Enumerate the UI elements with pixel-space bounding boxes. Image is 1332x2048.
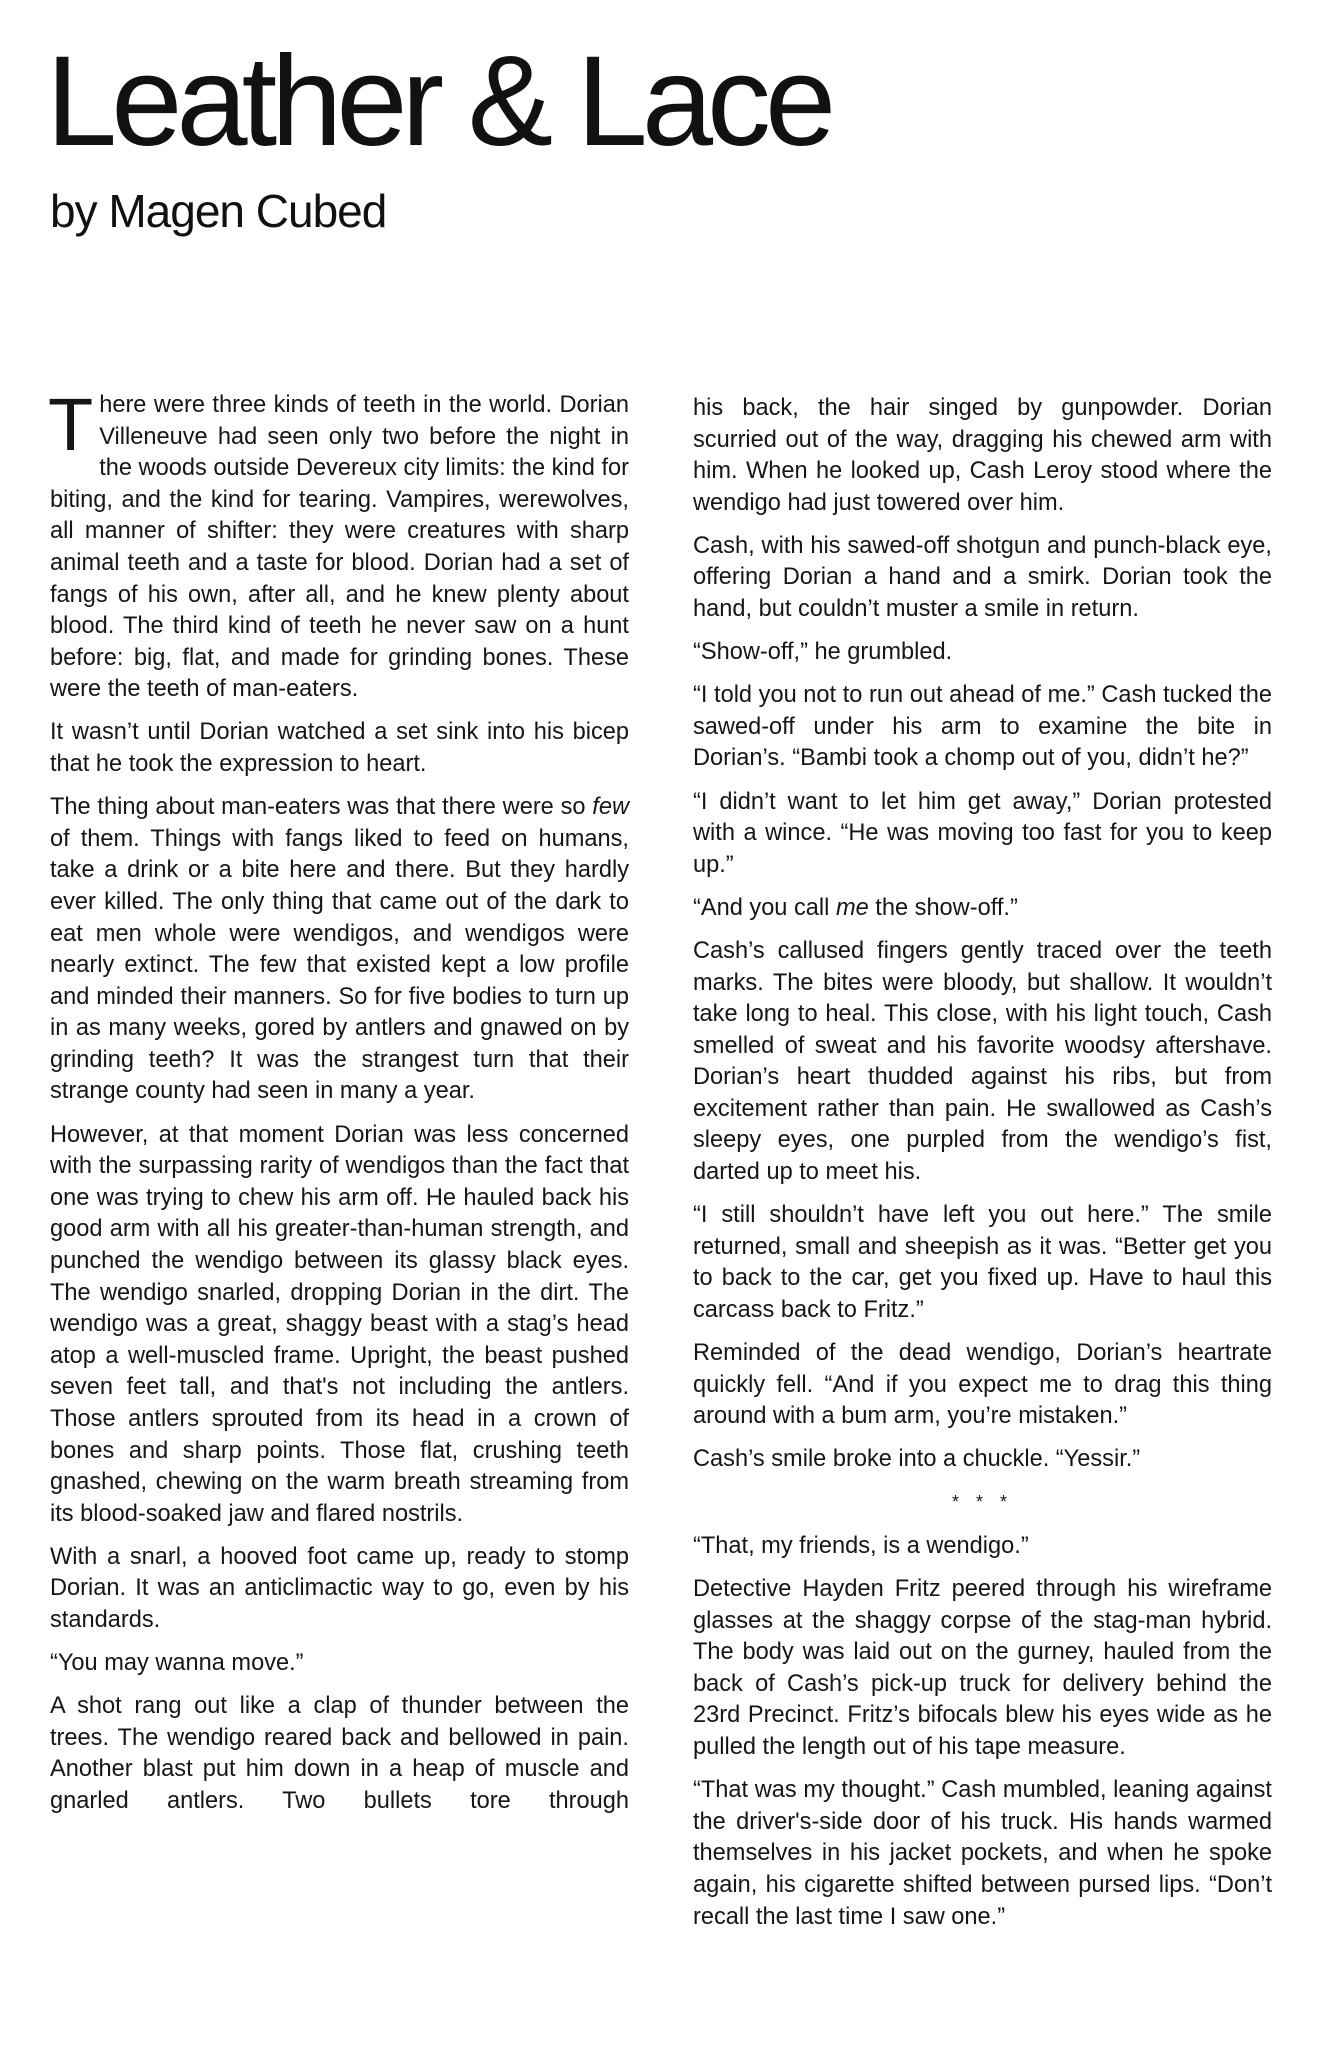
paragraph: It wasn’t until Dorian watched a set sink into his bicep that he took the expression to heart.	[50, 719, 629, 778]
paragraph: Cash’s smile broke into a chuckle. “Yessir.”	[693, 1446, 1141, 1473]
story-title: Leather & Lace	[46, 30, 831, 173]
paragraph: “That, my friends, is a wendigo.”	[693, 1533, 1029, 1559]
emphasis-text: few	[592, 794, 629, 821]
paragraph: Reminded of the dead wendigo, Dorian’s heartrate quickly fell. “And if you expect me to drag this thing around with a bum arm, you’re mistaken.”	[693, 1340, 1272, 1430]
paragraph: “I didn’t want to let him get away,” Dorian protested with a wince. “He was moving too fast for you to keep up.”	[693, 788, 1272, 878]
paragraph: A shot rang out like a clap of thunder between the trees. The wendigo reared back and bellowed in pain. Another blast put him down in a heap of muscle and gnarled antlers. Two bullets tore through	[50, 1693, 629, 1814]
paragraph-text: “And you call	[693, 894, 836, 921]
emphasis-text: me	[835, 894, 869, 921]
paragraph	[48, 383, 629, 706]
paragraph-text: the show-off.”	[868, 894, 1018, 921]
paragraph: Cash’s callused fingers gently traced over the teeth marks. The bites were bloody, but shallow. It wouldn’t take long to heal. This close, with his light touch, Cash smelled of sweat and his favorite woodsy aftershave. Dorian’s heart thudded against his ribs, but from excitement rather than pain. He swallowed as Cash’s sleepy eyes, one purpled from the wendigo’s fist, darted up to meet his.	[693, 937, 1272, 1186]
paragraph	[50, 792, 629, 1108]
paragraph: “I told you not to run out ahead of me.” Cash tucked the sawed-off under his arm to examine the bite in Dorian’s. “Bambi took a chomp out of you, didn’t he?”	[693, 682, 1272, 772]
left-column	[48, 383, 629, 1818]
paragraph-text: here were three kinds of teeth in the world. Dorian Villeneuve had seen only two before the night in the woods outside Devereux city limits: the kind for biting, and the kind for tearing. Vampires, werewolves, all manner of shifter: they were creatures with sharp animal teeth and a taste for blood. Dorian had a set of fangs of his own, after all, and he knew plenty about blood. The third kind of teeth he never saw on a hunt before: big, flat, and made for grinding bones. These were the teeth of man-eaters.	[50, 392, 629, 703]
drop-cap: T	[48, 383, 94, 466]
paragraph: “I still shouldn’t have left you out here.” The smile returned, small and sheepish as it was. “Better get you to back to the car, get you fixed up. Have to haul this carcass back to Fritz.”	[693, 1202, 1272, 1323]
paragraph: However, at that moment Dorian was less concerned with the surpassing rarity of wendigos than the fact that one was trying to chew his arm off. He hauled back his good arm with all his greater-than-human strength, and punched the wendigo between its glassy black eyes. The wendigo snarled, dropping Dorian in the dirt. The wendigo was a great, shaggy beast with a stag’s head atop a well-muscled frame. Upright, the beast pushed seven feet tall, and that's not including the antlers. Those antlers sprouted from its head in a crown of bones and sharp points. Those flat, crushing teeth gnashed, chewing on the warm breath streaming from its blood-soaked jaw and flared nostrils.	[50, 1121, 629, 1527]
paragraph: Cash, with his sawed-off shotgun and punch-black eye, offering Dorian a hand and a smirk. Dorian took the hand, but couldn’t muster a smile in return.	[693, 532, 1272, 623]
paragraph: With a snarl, a hooved foot came up, ready to stomp Dorian. It was an anticlimactic way to go, even by his standards.	[50, 1543, 629, 1633]
paragraph: Detective Hayden Fritz peered through his wireframe glasses at the shaggy corpse of the stag-man hybrid. The body was laid out on the gurney, hauled from the back of Cash’s pick-up truck for delivery behind the 23rd Precinct. Fritz’s bifocals blew his eyes wide as he pulled the length out of his tape measure.	[693, 1576, 1272, 1761]
paragraph-text: The thing about man-eaters was that there were so	[50, 794, 593, 821]
author-byline: by Magen Cubed	[50, 185, 387, 237]
paragraph: “That was my thought.” Cash mumbled, leaning against the driver's-side door of his truck. His hands warmed themselves in his jacket pockets, and when he spoke again, his cigarette shifted between pursed lips. “Don’t recall the last time I saw one.”	[693, 1777, 1272, 1930]
scene-separator: * * *	[951, 1492, 1014, 1513]
right-column	[693, 393, 1272, 1945]
paragraph: “Show-off,” he grumbled.	[693, 639, 953, 666]
paragraph: his back, the hair singed by gunpowder. Dorian scurried out of the way, dragging his chewed arm with him. When he looked up, Cash Leroy stood where the wendigo had just towered over him.	[693, 395, 1272, 516]
paragraph-text: of them. Things with fangs liked to feed on humans, take a drink or a bite here and there. But they hardly ever killed. The only thing that came out of the dark to eat men whole were wendigos, and wendigos were nearly extinct. The few that existed kept a low profile and minded their manners. So for five bodies to turn up in as many weeks, gored by antlers and gnawed on by grinding teeth? It was the strangest turn that their strange county had seen in many a year.	[50, 825, 629, 1105]
paragraph	[693, 893, 1272, 925]
paragraph: “You may wanna move.”	[50, 1650, 304, 1677]
